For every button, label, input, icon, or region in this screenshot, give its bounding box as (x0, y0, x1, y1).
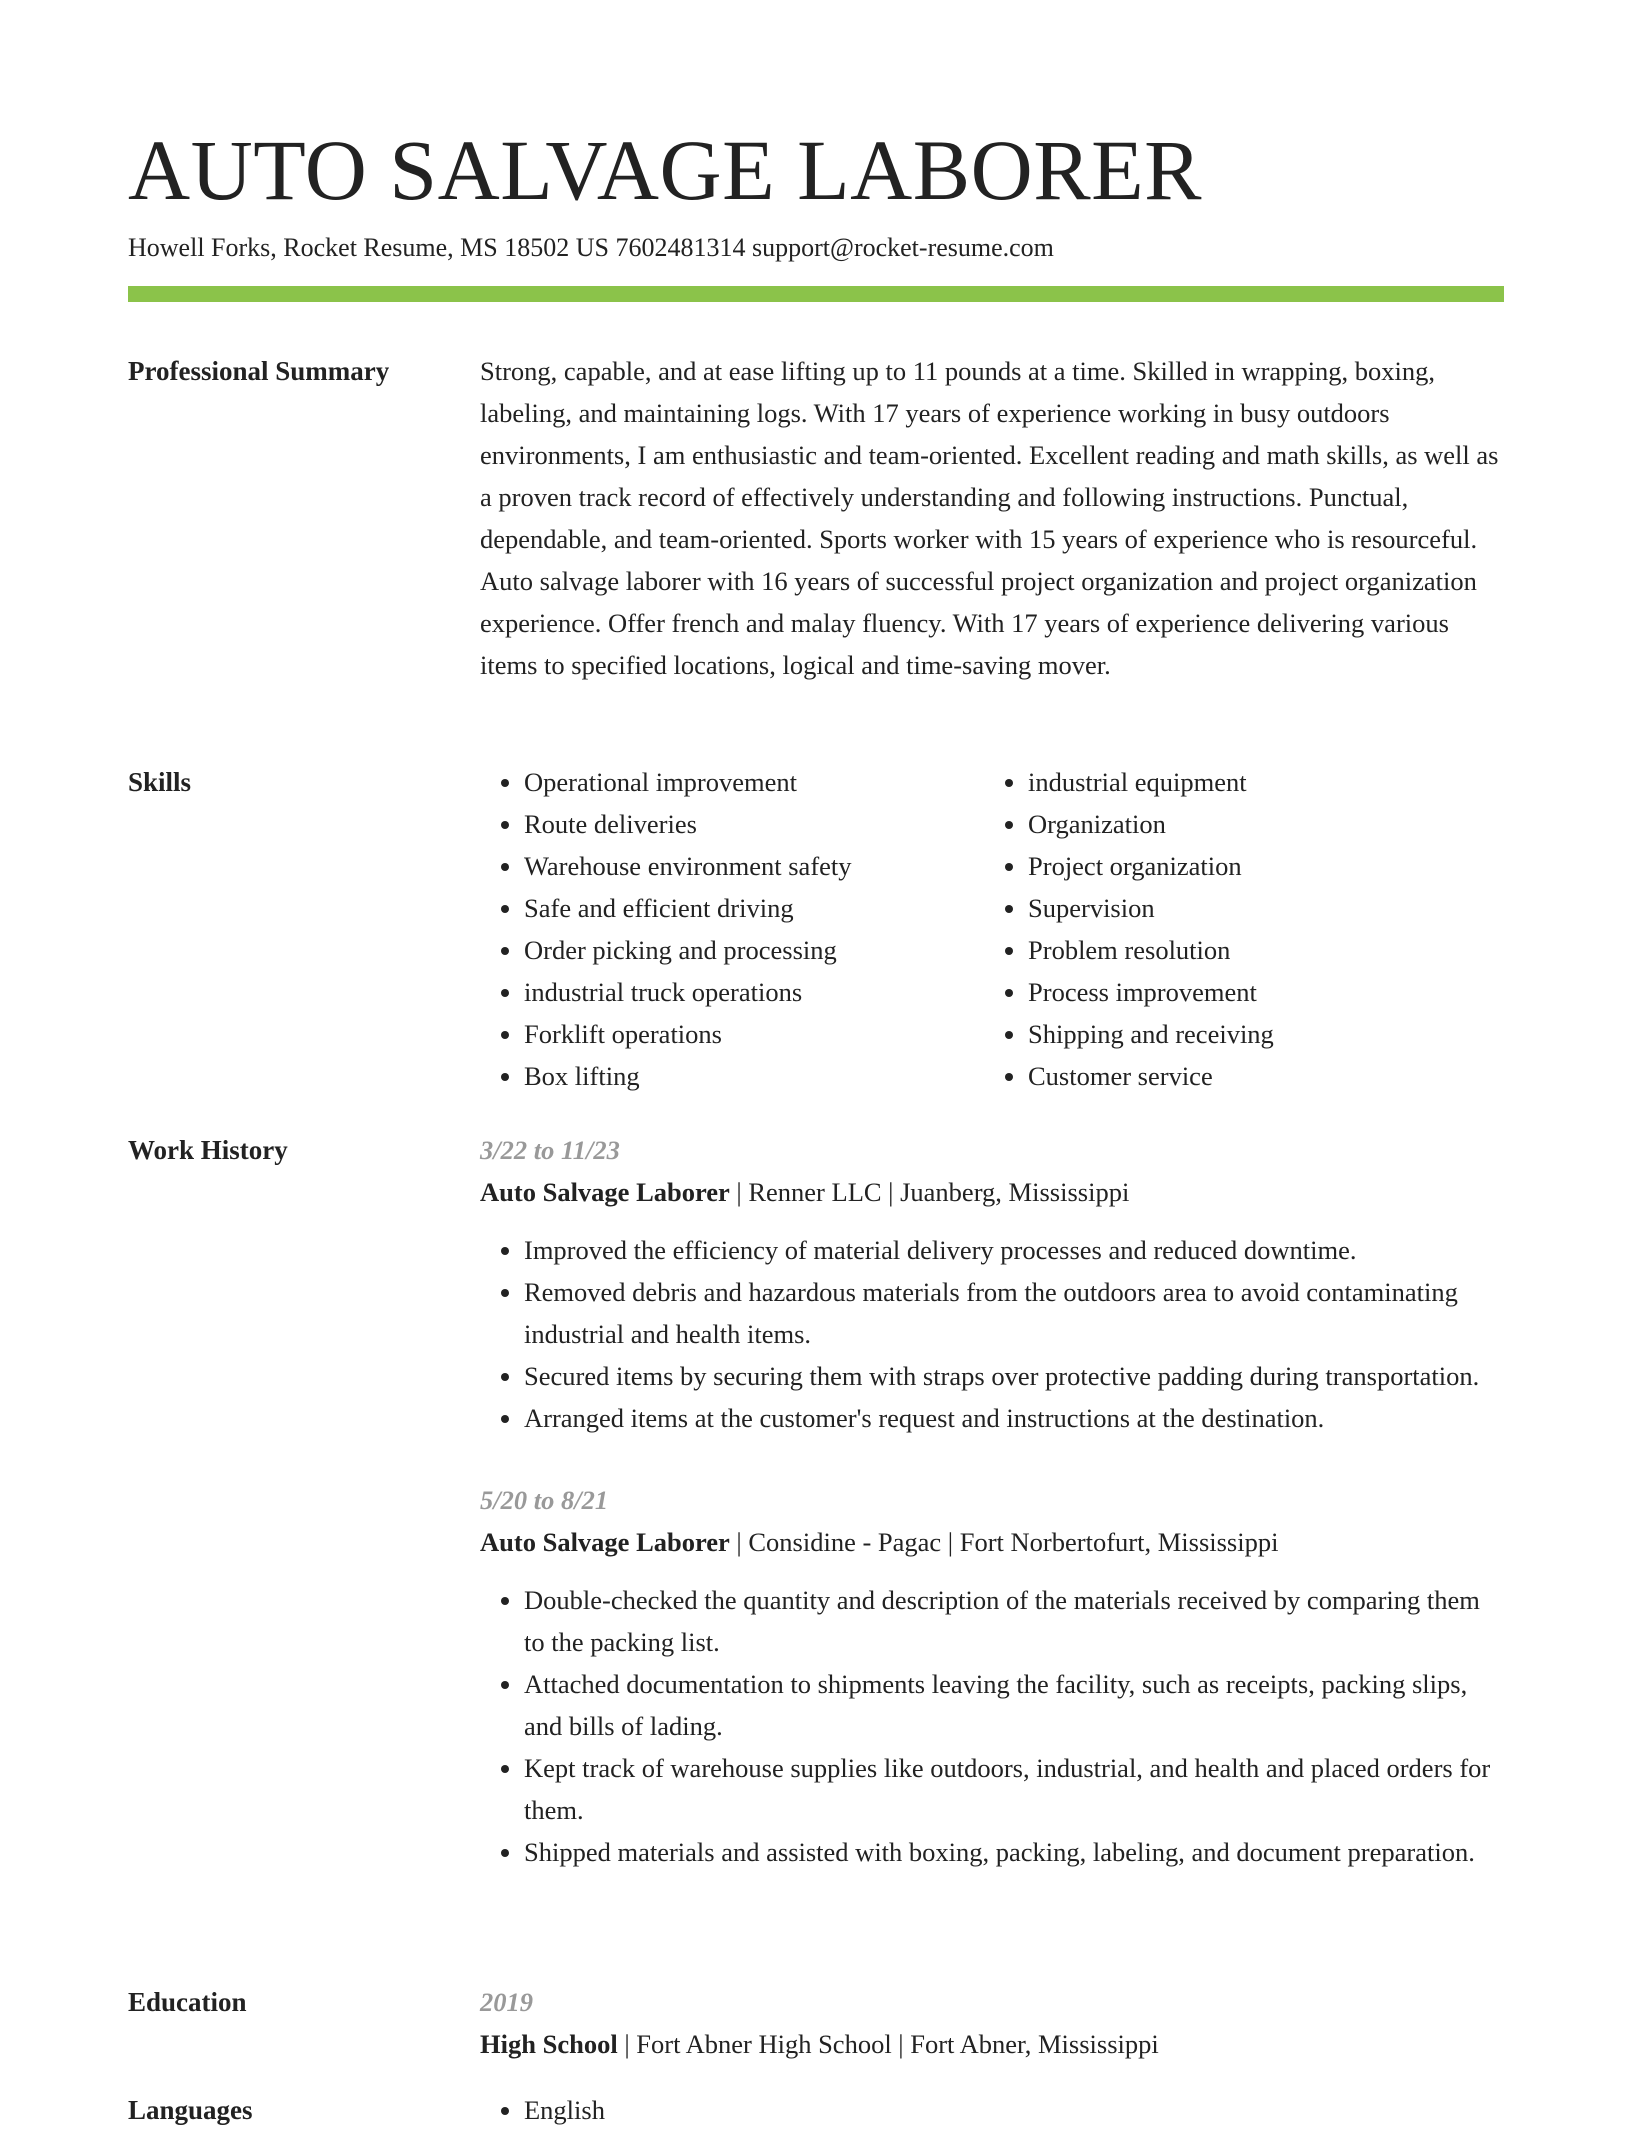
job-duties (480, 1229, 1504, 1439)
skill-item: • Order picking and processing (524, 929, 984, 971)
resume-title: AUTO SALVAGE LABORER (128, 122, 1202, 218)
skill-item: • industrial truck operations (524, 971, 984, 1013)
education-line (480, 2023, 1504, 2065)
skills-list-right (984, 761, 1488, 1097)
language-item: • English (524, 2089, 1504, 2131)
skill-item: • industrial equipment (1028, 761, 1488, 803)
skill-item: • Box lifting (524, 1055, 984, 1097)
languages-heading: Languages (128, 2095, 253, 2125)
summary-content (480, 350, 1504, 686)
skill-item: • Route deliveries (524, 803, 984, 845)
skill-item: • Shipping and receiving (1028, 1013, 1488, 1055)
skills-heading: Skills (128, 767, 192, 797)
job-entry (480, 1129, 1504, 1439)
skill-item: • Customer service (1028, 1055, 1488, 1097)
contact-line: Howell Forks, Rocket Resume, MS 18502 US 7602481314 support@rocket-resume.com (128, 233, 1054, 262)
education-degree: High School (480, 2029, 618, 2059)
job-employer-location: | Renner LLC | Juanberg, Mississippi (729, 1177, 1130, 1207)
job-duty: • Secured items by securing them with straps over protective padding during transportation. (524, 1355, 1504, 1397)
skill-item: • Safe and efficient driving (524, 887, 984, 929)
skill-item: • Supervision (1028, 887, 1488, 929)
job-duty: • Shipped materials and assisted with boxing, packing, labeling, and document preparation. (524, 1831, 1504, 1873)
job-header (480, 1521, 1504, 1563)
education-school-location: | Fort Abner High School | Fort Abner, Mississippi (617, 2029, 1159, 2059)
accent-divider (128, 286, 1504, 302)
job-duty: • Attached documentation to shipments leaving the facility, such as receipts, packing slips, and bills of lading. (524, 1663, 1504, 1747)
job-duty: • Double-checked the quantity and description of the materials received by comparing them to the packing list. (524, 1579, 1504, 1663)
education-year: 2019 (480, 1987, 533, 2017)
skills-content (480, 761, 1504, 1097)
skill-item: • Forklift operations (524, 1013, 984, 1055)
skills-list-left (480, 761, 984, 1097)
job-header (480, 1171, 1504, 1213)
job-dates: 5/20 to 8/21 (480, 1485, 609, 1515)
job-duties (480, 1579, 1504, 1873)
job-duty: • Kept track of warehouse supplies like outdoors, industrial, and health and placed orders for them. (524, 1747, 1504, 1831)
skill-item: • Organization (1028, 803, 1488, 845)
skill-item: • Problem resolution (1028, 929, 1488, 971)
skill-item: • Process improvement (1028, 971, 1488, 1013)
job-employer-location: | Considine - Pagac | Fort Norbertofurt, Mississippi (729, 1527, 1279, 1557)
summary-heading: Professional Summary (128, 356, 390, 386)
job-title: Auto Salvage Laborer (480, 1177, 730, 1207)
job-dates: 3/22 to 11/23 (480, 1135, 620, 1165)
skill-item: • Warehouse environment safety (524, 845, 984, 887)
education-content (480, 1981, 1504, 2081)
work-history-heading: Work History (128, 1135, 288, 1165)
job-title: Auto Salvage Laborer (480, 1527, 730, 1557)
job-duty: • Improved the efficiency of material delivery processes and reduced downtime. (524, 1229, 1504, 1271)
summary-text: Strong, capable, and at ease lifting up to 11 pounds at a time. Skilled in wrapping, boxing, labeling, and maintaining logs. With 17 years of experience working in busy outdoors environments, I am enthusiastic and team-oriented. Excellent reading and math skills, as well as a proven track record of effectively understanding and following instructions. Punctual, dependable, and team-oriented. Sports worker with 15 years of experience who is resourceful. Auto salvage laborer with 16 years of successful project organization and project organization experience. Offer french and malay fluency. With 17 years of experience delivering various items to specified locations, logical and time-saving mover. (480, 356, 1499, 680)
job-duty: • Removed debris and hazardous materials from the outdoors area to avoid contaminating industrial and health items. (524, 1271, 1504, 1355)
languages-list (480, 2089, 1504, 2131)
work-history-content (480, 1129, 1504, 1873)
education-heading: Education (128, 1987, 247, 2017)
job-entry (480, 1479, 1504, 1873)
languages-content (480, 2089, 1504, 2131)
skill-item: • Project organization (1028, 845, 1488, 887)
job-duty: • Arranged items at the customer's request and instructions at the destination. (524, 1397, 1504, 1439)
skill-item: • Operational improvement (524, 761, 984, 803)
